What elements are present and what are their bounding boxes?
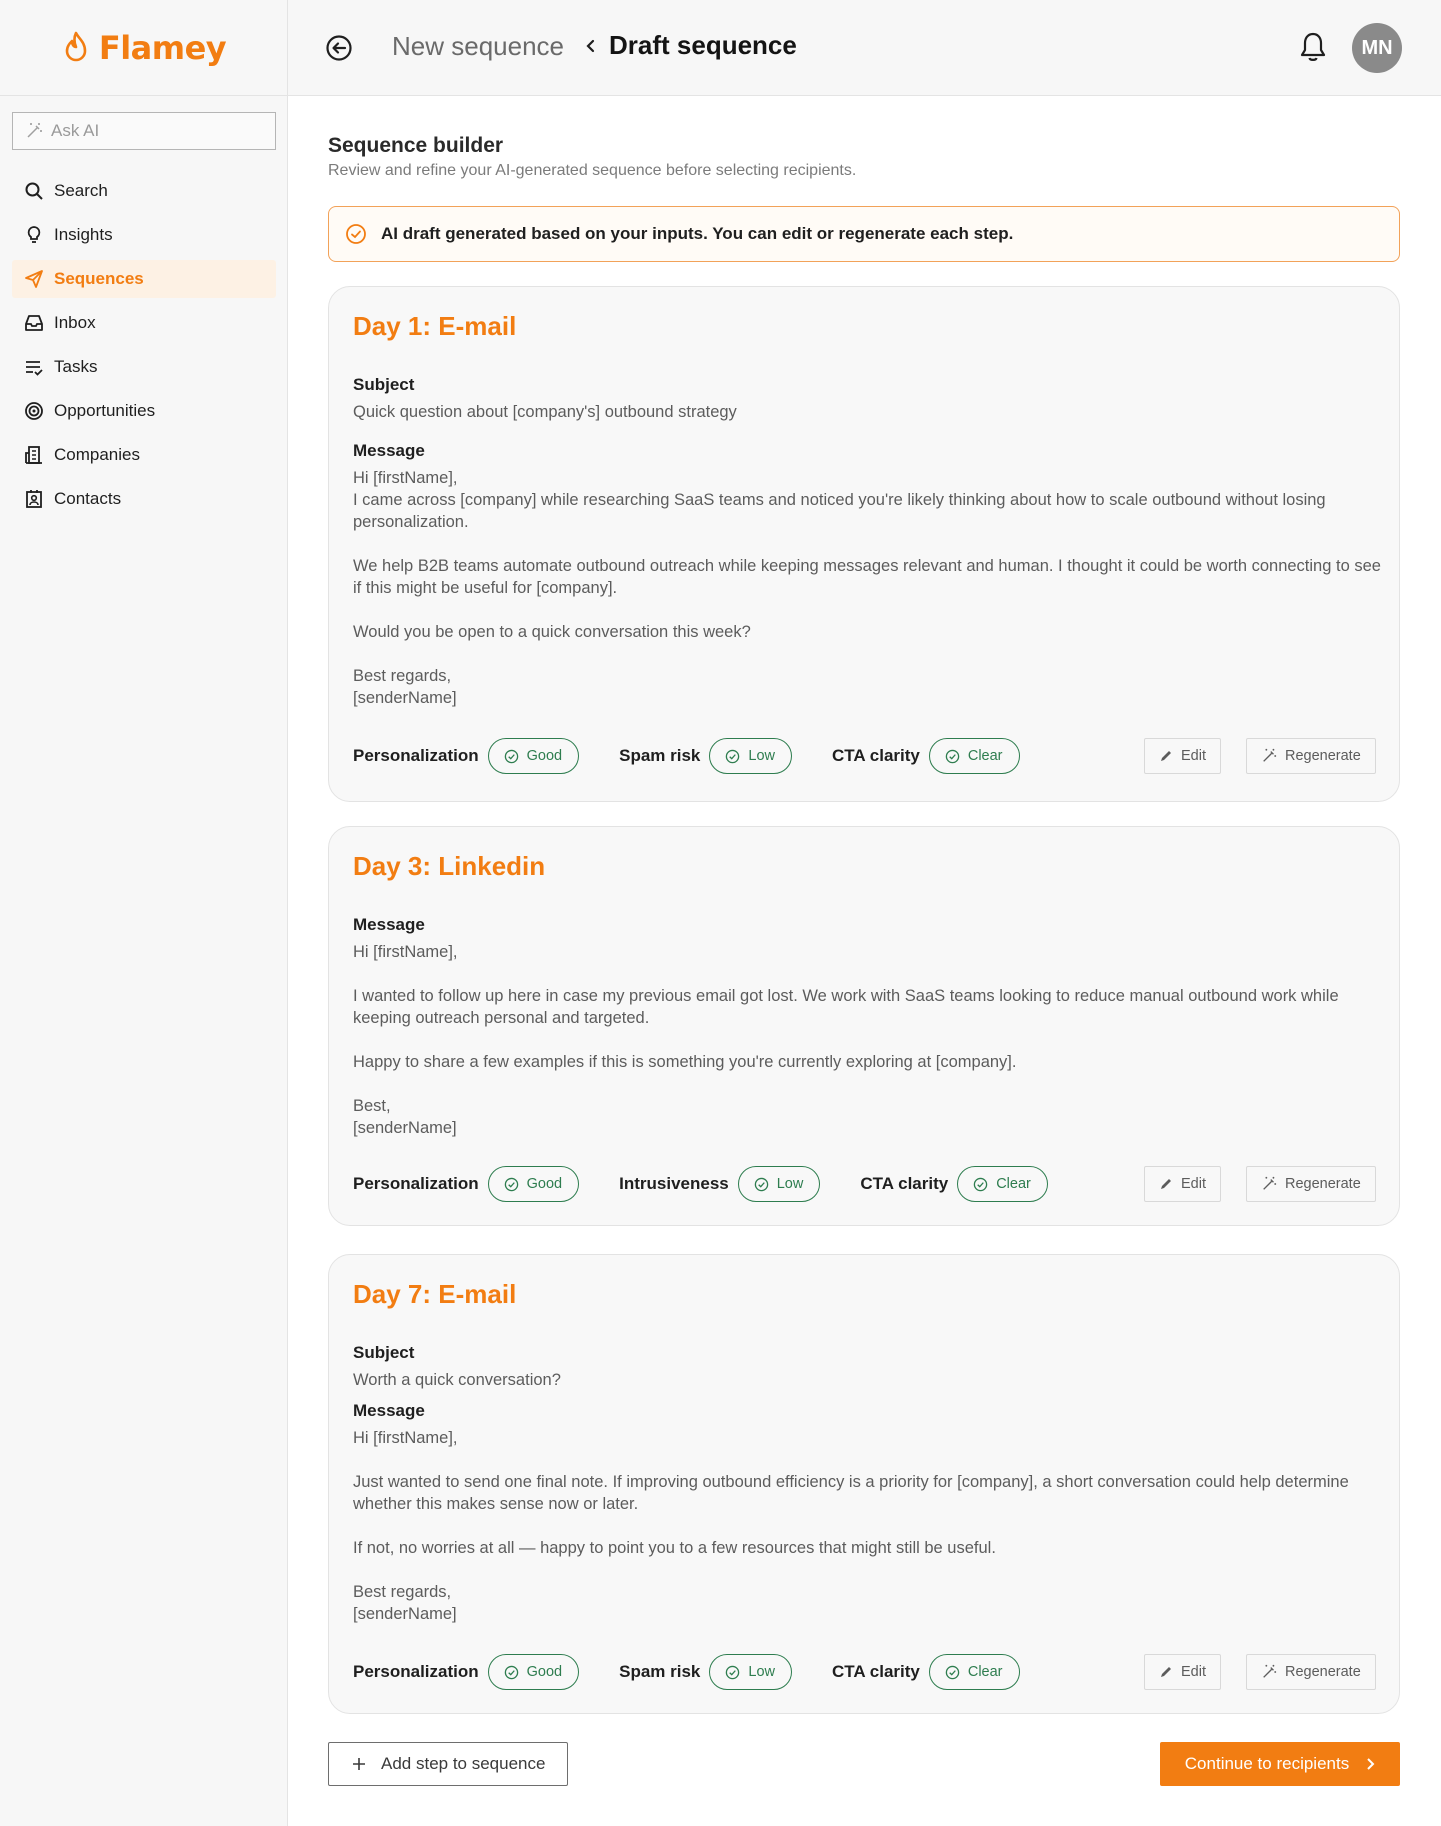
sidebar-item-label: Insights	[54, 225, 113, 244]
check-circle-icon	[504, 749, 519, 764]
metric-badge	[488, 738, 579, 774]
step-title: Day 3: Linkedin	[353, 851, 546, 881]
sidebar-item-opportunities[interactable]	[12, 392, 276, 430]
logo[interactable]	[0, 0, 287, 96]
building-icon	[24, 445, 44, 465]
edit-label: Edit	[1181, 748, 1206, 764]
quality-metrics	[353, 1165, 1088, 1203]
metric-value: Clear	[967, 748, 1003, 764]
quality-metrics	[353, 1653, 1060, 1691]
pencil-icon	[1159, 1665, 1173, 1679]
message-line: Hi [firstName],	[353, 469, 458, 487]
flame-icon	[61, 31, 91, 65]
app-name: Flamey	[98, 28, 227, 67]
ai-draft-notice	[328, 206, 1400, 262]
metric-label: CTA clarity	[832, 1662, 920, 1681]
metric-label: Intrusiveness	[619, 1174, 729, 1193]
metric-value: Clear	[967, 1664, 1003, 1680]
sidebar-item-contacts[interactable]	[12, 480, 276, 518]
magic-wand-icon	[25, 122, 43, 140]
regenerate-label: Regenerate	[1285, 1176, 1361, 1192]
message-line: I wanted to follow up here in case my previous email got lost. We work with SaaS teams looking to reduce manual outbound work while keeping outreach personal and targeted.	[353, 987, 1339, 1027]
regenerate-label: Regenerate	[1285, 1664, 1361, 1680]
section-subtitle: Review and refine your AI-generated sequence before selecting recipients.	[328, 162, 857, 179]
message-line: [senderName]	[353, 689, 457, 707]
check-circle-icon	[504, 1177, 519, 1192]
metric-label: Spam risk	[619, 746, 701, 765]
metric-value: Low	[748, 1664, 775, 1680]
lightbulb-icon	[24, 225, 44, 245]
message-line: Best regards,	[353, 667, 452, 685]
metric-value: Low	[776, 1176, 804, 1192]
check-circle-icon	[725, 1665, 740, 1680]
sidebar-item-label: Search	[54, 181, 108, 200]
sidebar-item-label: Contacts	[54, 489, 122, 508]
subject-label: Subject	[353, 1343, 415, 1362]
sidebar-item-label: Companies	[54, 445, 140, 464]
step-title: Day 7: E-mail	[353, 1279, 517, 1309]
sequence-step-card	[328, 826, 1400, 1226]
search-icon	[24, 181, 44, 201]
chevron-right-icon	[1365, 1757, 1375, 1771]
metric-badge	[929, 1654, 1020, 1690]
edit-button[interactable]	[1144, 1654, 1221, 1690]
check-circle-icon	[725, 749, 740, 764]
inbox-icon	[24, 313, 44, 333]
metric-label: Personalization	[353, 746, 479, 765]
regenerate-button[interactable]	[1246, 738, 1376, 774]
notifications-button[interactable]	[1299, 31, 1327, 68]
metric-label: Personalization	[353, 1174, 479, 1193]
message-body	[353, 467, 1383, 709]
metric-label: CTA clarity	[860, 1174, 949, 1193]
metric-badge	[957, 1166, 1048, 1202]
check-circle-icon	[973, 1177, 988, 1192]
metric-badge	[709, 738, 792, 774]
metric-badge	[929, 738, 1020, 774]
subject-text: Worth a quick conversation?	[353, 1371, 561, 1389]
top-bar	[288, 0, 1441, 96]
message-line: Best regards,	[353, 1583, 452, 1601]
regenerate-label: Regenerate	[1285, 748, 1361, 764]
tasks-icon	[24, 357, 44, 377]
pencil-icon	[1159, 1177, 1173, 1191]
add-step-button[interactable]	[328, 1742, 568, 1786]
message-line: Just wanted to send one final note. If improving outbound efficiency is a priority for [company], a short conversation could help determine whether this makes sense now or later.	[353, 1473, 1349, 1513]
bell-icon	[1299, 31, 1327, 63]
regenerate-button[interactable]	[1246, 1654, 1376, 1690]
sidebar-nav	[12, 172, 276, 524]
metric-label: CTA clarity	[832, 746, 920, 765]
sidebar	[0, 0, 288, 1826]
add-step-label: Add step to sequence	[381, 1754, 546, 1773]
message-line: I came across [company] while researching SaaS teams and noticed you're likely thinking about how to scale outbound without losing personalization.	[353, 491, 1326, 531]
metric-badge	[488, 1166, 579, 1202]
message-body	[353, 941, 1383, 1139]
metric-value: Good	[526, 748, 563, 764]
ask-ai-input[interactable]	[12, 112, 276, 150]
message-line: Hi [firstName],	[353, 1429, 458, 1447]
magic-wand-icon	[1261, 1664, 1277, 1680]
check-circle-icon	[945, 749, 960, 764]
message-label: Message	[353, 441, 425, 460]
edit-button[interactable]	[1144, 1166, 1221, 1202]
continue-label: Continue to recipients	[1184, 1754, 1350, 1773]
metric-label: Spam risk	[619, 1662, 701, 1681]
magic-wand-icon	[1261, 748, 1277, 764]
back-button[interactable]	[325, 34, 353, 67]
magic-wand-icon	[1261, 1176, 1277, 1192]
message-line: If not, no worries at all — happy to point you to a few resources that might still be useful.	[353, 1539, 996, 1557]
message-line: We help B2B teams automate outbound outreach while keeping messages relevant and human. I thought it could be worth connecting to see if this might be useful for [company].	[353, 557, 1381, 597]
sidebar-item-label: Inbox	[54, 313, 96, 332]
sidebar-item-label: Opportunities	[54, 401, 156, 420]
message-line: Would you be open to a quick conversation this week?	[353, 623, 751, 641]
metric-value: Good	[526, 1176, 563, 1192]
notice-text: AI draft generated based on your inputs. You can edit or regenerate each step.	[381, 224, 1014, 243]
message-label: Message	[353, 1401, 425, 1420]
check-circle-icon	[754, 1177, 769, 1192]
message-line: Best,	[353, 1097, 391, 1115]
ask-ai-placeholder: Ask AI	[51, 121, 100, 140]
sidebar-item-label: Tasks	[54, 357, 98, 376]
metric-badge	[738, 1166, 821, 1202]
plus-icon	[351, 1756, 367, 1772]
continue-button[interactable]	[1160, 1742, 1400, 1786]
metric-value: Low	[748, 748, 775, 764]
avatar[interactable]: MN	[1352, 23, 1402, 73]
metric-value: Clear	[996, 1176, 1031, 1192]
chevron-left-icon	[584, 36, 598, 61]
check-circle-icon	[504, 1665, 519, 1680]
check-circle-icon	[945, 1665, 960, 1680]
sequence-step-card	[328, 286, 1400, 802]
metric-value: Good	[526, 1664, 563, 1680]
sidebar-item-search[interactable]	[12, 172, 276, 210]
arrow-left-circle-icon	[325, 34, 353, 62]
edit-label: Edit	[1181, 1176, 1206, 1192]
message-body	[353, 1427, 1383, 1625]
message-line: [senderName]	[353, 1119, 457, 1137]
breadcrumb-parent[interactable]: New sequence	[392, 31, 564, 61]
subject-text: Quick question about [company's] outbound strategy	[353, 403, 737, 421]
message-label: Message	[353, 915, 425, 934]
target-icon	[24, 401, 44, 421]
metric-badge	[488, 1654, 579, 1690]
contact-icon	[24, 489, 44, 509]
metric-badge	[709, 1654, 792, 1690]
subject-label: Subject	[353, 375, 415, 394]
send-icon	[24, 269, 44, 289]
message-line: [senderName]	[353, 1605, 457, 1623]
pencil-icon	[1159, 749, 1173, 763]
edit-button[interactable]	[1144, 738, 1221, 774]
sidebar-item-label: Sequences	[54, 269, 144, 288]
sequence-step-card	[328, 1254, 1400, 1714]
edit-label: Edit	[1181, 1664, 1206, 1680]
message-line: Hi [firstName],	[353, 943, 458, 961]
page-title: Draft sequence	[609, 30, 797, 60]
message-line: Happy to share a few examples if this is something you're currently exploring at [company].	[353, 1053, 1017, 1071]
section-title: Sequence builder	[328, 134, 504, 157]
sidebar-item-sequences[interactable]	[12, 260, 276, 298]
sidebar-item-inbox[interactable]	[12, 304, 276, 342]
metric-label: Personalization	[353, 1662, 479, 1681]
step-title: Day 1: E-mail	[353, 311, 517, 341]
sidebar-item-insights[interactable]	[12, 216, 276, 254]
sidebar-item-companies[interactable]	[12, 436, 276, 474]
regenerate-button[interactable]	[1246, 1166, 1376, 1202]
quality-metrics	[353, 737, 1060, 775]
sidebar-item-tasks[interactable]	[12, 348, 276, 386]
check-circle-icon	[345, 223, 367, 245]
